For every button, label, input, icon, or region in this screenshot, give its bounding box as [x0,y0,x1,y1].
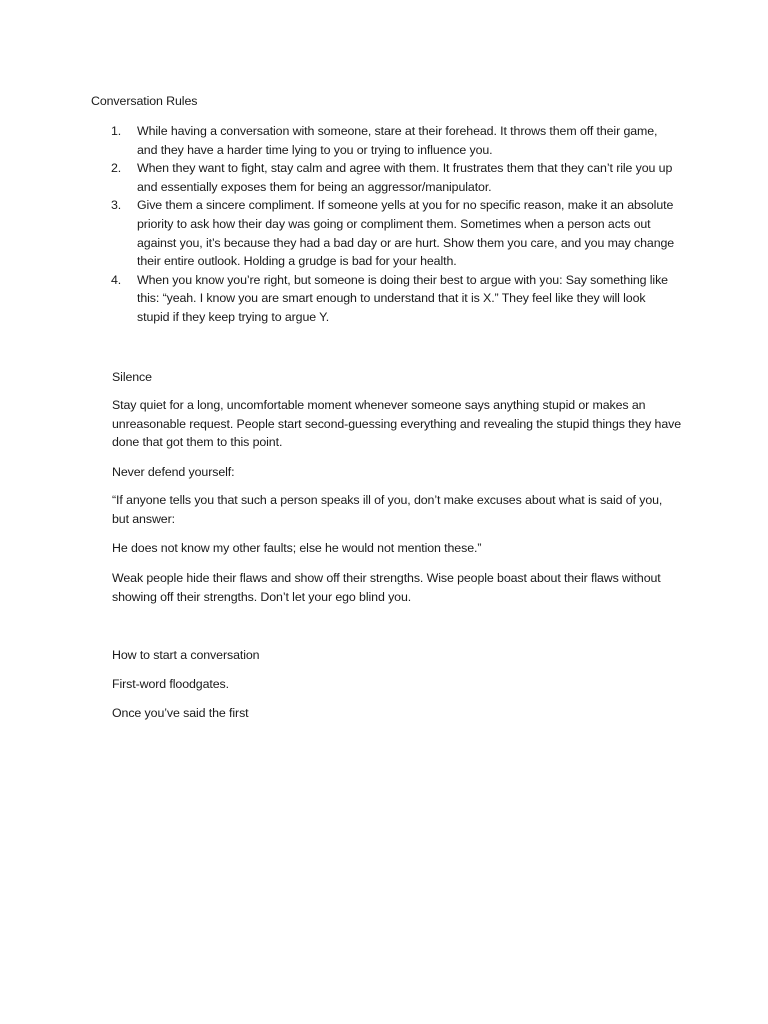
silence-paragraph: Stay quiet for a long, uncomfortable moment whenever someone says anything stupid or makes an unreasonable request. People start second-guessing everything and revealing the stupid things they have done that got them to this point. [112,398,681,450]
rule-text: When they want to fight, stay calm and agree with them. It frustrates them that they can’t rile you up and essentially exposes them for being an aggressor/manipulator. [137,161,673,194]
rule-text: Give them a sincere compliment. If someone yells at you for no specific reason, make it an absolute priority to ask how their day was going or compliment them. Sometimes when a person acts out against you, it’s because they had a bad day or are hurt. Show them you care, and you may change their entire outlook. Holding a grudge is bad for your health. [137,198,675,269]
once-said-line: Once you’ve said the first [112,706,249,720]
rule-item [111,271,681,327]
quote-paragraph-1: “If anyone tells you that such a person speaks ill of you, don’t make excuses about what is said of you, but answer: [112,493,663,526]
rule-text: While having a conversation with someone, stare at their forehead. It throws them off their game, and they have a harder time lying to you or trying to influence you. [137,124,658,157]
rules-list [111,122,681,327]
silence-heading: Silence [112,370,152,384]
first-word-line: First-word floodgates. [112,677,229,691]
weak-people-paragraph: Weak people hide their flaws and show off their strengths. Wise people boast about their flaws without showing off their strengths. Don’t let your ego blind you. [112,571,661,604]
rule-item [111,159,681,196]
rule-number: 3. [111,198,122,213]
quote-paragraph-2: He does not know my other faults; else he would not mention these.” [112,541,482,555]
never-defend-line: Never defend yourself: [112,465,235,479]
rule-number: 4. [111,272,122,287]
rule-item [111,196,681,270]
rule-text: When you know you’re right, but someone is doing their best to argue with you: Say something like this: “yeah. I know you are smart enough to understand that it is X.” They feel like they will look stupid if they keep trying to argue Y. [137,272,668,324]
start-conversation-heading: How to start a conversation [112,648,260,662]
rule-item [111,122,681,159]
rule-number: 2. [111,161,122,176]
rule-number: 1. [111,124,122,138]
document-title: Conversation Rules [91,94,198,108]
